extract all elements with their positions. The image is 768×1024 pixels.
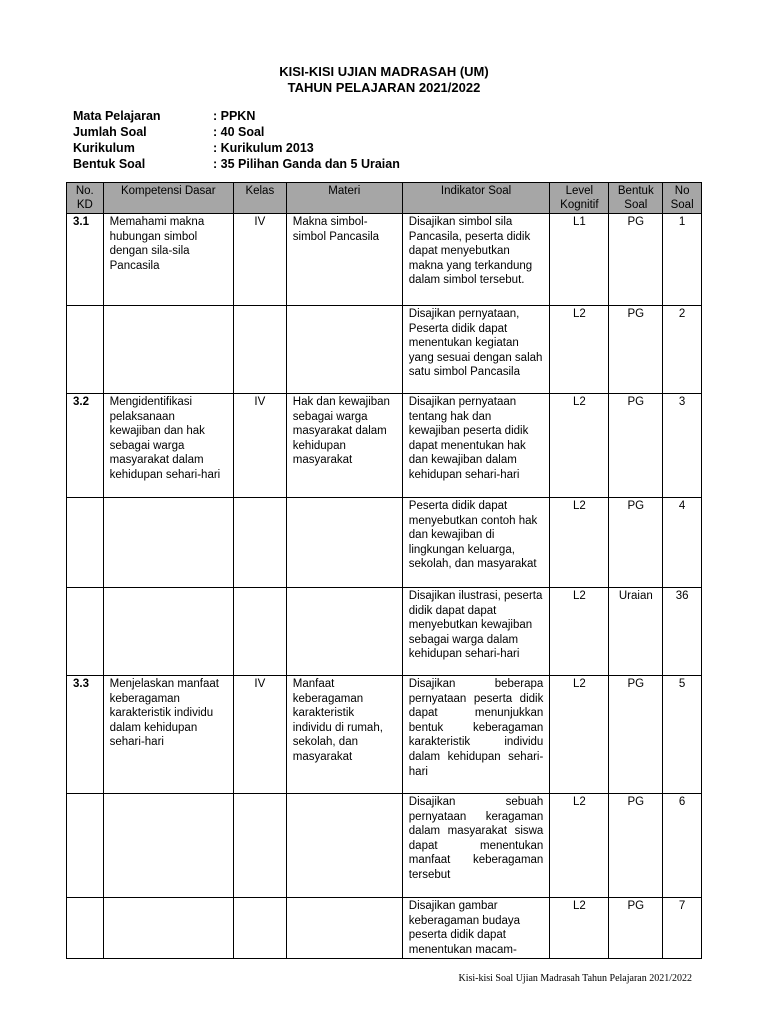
cell-no-kd	[67, 498, 104, 588]
header-indikator: Indikator Soal	[402, 183, 550, 214]
cell-indikator: Disajikan beberapa pernyataan peserta didik dapat menunjukkan bentuk keberagaman karakteristik individu dalam kehidupan sehari-hari	[402, 676, 550, 794]
cell-materi	[286, 794, 402, 898]
cell-materi: Hak dan kewajiban sebagai warga masyarakat dalam kehidupan masyarakat	[286, 394, 402, 498]
meta-value: : 40 Soal	[213, 125, 265, 139]
table-row	[67, 498, 702, 588]
cell-kompetensi	[103, 498, 233, 588]
cell-kelas: IV	[233, 676, 286, 794]
cell-no-soal: 3	[663, 394, 702, 498]
cell-no-kd	[67, 306, 104, 394]
cell-level: L2	[550, 588, 609, 676]
header-materi: Materi	[286, 183, 402, 214]
cell-level: L2	[550, 394, 609, 498]
table-row	[67, 676, 702, 794]
cell-bentuk: PG	[609, 306, 663, 394]
cell-bentuk: PG	[609, 394, 663, 498]
cell-no-soal: 2	[663, 306, 702, 394]
cell-kelas	[233, 794, 286, 898]
table-row	[67, 898, 702, 959]
table-row	[67, 214, 702, 306]
page-footer: Kisi-kisi Soal Ujian Madrasah Tahun Pelajaran 2021/2022	[458, 973, 692, 984]
table-row	[67, 394, 702, 498]
cell-materi	[286, 306, 402, 394]
header-no-soal: No Soal	[663, 183, 702, 214]
cell-no-soal: 36	[663, 588, 702, 676]
cell-kompetensi	[103, 588, 233, 676]
cell-kelas	[233, 498, 286, 588]
cell-bentuk: PG	[609, 898, 663, 959]
cell-bentuk: PG	[609, 214, 663, 306]
cell-materi	[286, 498, 402, 588]
table-row	[67, 794, 702, 898]
meta-label: Bentuk Soal	[73, 157, 146, 171]
cell-bentuk: Uraian	[609, 588, 663, 676]
cell-no-kd	[67, 588, 104, 676]
cell-kompetensi: Memahami makna hubungan simbol dengan sila-sila Pancasila	[103, 214, 233, 306]
cell-kelas: IV	[233, 394, 286, 498]
cell-kelas	[233, 306, 286, 394]
cell-kompetensi: Mengidentifikasi pelaksanaan kewajiban dan hak sebagai warga masyarakat dalam kehidupan sehari-hari	[103, 394, 233, 498]
cell-no-kd: 3.2	[67, 394, 104, 498]
cell-no-soal: 4	[663, 498, 702, 588]
table-row	[67, 306, 702, 394]
cell-kompetensi	[103, 306, 233, 394]
cell-indikator: Disajikan ilustrasi, peserta didik dapat dapat menyebutkan kewajiban sebagai warga dalam kehidupan sehari-hari	[402, 588, 550, 676]
cell-level: L2	[550, 676, 609, 794]
doc-title-line2: TAHUN PELAJARAN 2021/2022	[287, 80, 481, 95]
table-row	[67, 588, 702, 676]
cell-indikator: Peserta didik dapat menyebutkan contoh hak dan kewajiban di lingkungan keluarga, sekolah, dan masyarakat	[402, 498, 550, 588]
header-kompetensi: Kompetensi Dasar	[103, 183, 233, 214]
cell-no-kd: 3.1	[67, 214, 104, 306]
cell-kelas	[233, 588, 286, 676]
cell-indikator: Disajikan simbol sila Pancasila, peserta didik dapat menyebutkan makna yang terkandung dalam simbol tersebut.	[402, 214, 550, 306]
cell-materi	[286, 898, 402, 959]
cell-level: L2	[550, 498, 609, 588]
meta-value: : PPKN	[213, 109, 256, 123]
cell-materi	[286, 588, 402, 676]
cell-no-soal: 7	[663, 898, 702, 959]
cell-kompetensi	[103, 898, 233, 959]
cell-no-kd: 3.3	[67, 676, 104, 794]
kisi-table	[66, 182, 702, 959]
cell-kompetensi	[103, 794, 233, 898]
header-bentuk: Bentuk Soal	[609, 183, 663, 214]
header-no-kd: No. KD	[67, 183, 104, 214]
cell-no-kd	[67, 898, 104, 959]
meta-row-form	[73, 156, 400, 172]
cell-no-soal: 6	[663, 794, 702, 898]
cell-indikator: Disajikan gambar keberagaman budaya peserta didik dapat menentukan macam-	[402, 898, 550, 959]
cell-materi: Makna simbol-simbol Pancasila	[286, 214, 402, 306]
cell-indikator: Disajikan pernyataan, Peserta didik dapat menentukan kegiatan yang sesuai dengan salah satu simbol Pancasila	[402, 306, 550, 394]
cell-indikator: Disajikan pernyataan tentang hak dan kewajiban peserta didik dapat menentukan hak dan kewajiban dalam kehidupan sehari-hari	[402, 394, 550, 498]
meta-label: Kurikulum	[73, 141, 135, 155]
meta-value: : 35 Pilihan Ganda dan 5 Uraian	[213, 157, 400, 171]
meta-row-subject	[73, 108, 400, 124]
cell-indikator: Disajikan sebuah pernyataan keragaman dalam masyarakat siswa dapat menentukan manfaat keberagaman tersebut	[402, 794, 550, 898]
cell-kelas: IV	[233, 214, 286, 306]
table-header-row	[67, 183, 702, 214]
cell-bentuk: PG	[609, 794, 663, 898]
cell-level: L2	[550, 794, 609, 898]
meta-label: Mata Pelajaran	[73, 109, 161, 123]
header-kelas: Kelas	[233, 183, 286, 214]
doc-title-line1: KISI-KISI UJIAN MADRASAH (UM)	[279, 64, 489, 79]
cell-no-soal: 5	[663, 676, 702, 794]
cell-bentuk: PG	[609, 498, 663, 588]
cell-no-kd	[67, 794, 104, 898]
meta-row-count	[73, 124, 400, 140]
meta-row-curriculum	[73, 140, 400, 156]
cell-kompetensi: Menjelaskan manfaat keberagaman karakteristik individu dalam kehidupan sehari-hari	[103, 676, 233, 794]
header-level: Level Kognitif	[550, 183, 609, 214]
cell-bentuk: PG	[609, 676, 663, 794]
cell-level: L1	[550, 214, 609, 306]
meta-block	[73, 108, 400, 172]
cell-level: L2	[550, 898, 609, 959]
cell-no-soal: 1	[663, 214, 702, 306]
cell-materi: Manfaat keberagaman karakteristik individu di rumah, sekolah, dan masyarakat	[286, 676, 402, 794]
meta-label: Jumlah Soal	[73, 125, 147, 139]
cell-kelas	[233, 898, 286, 959]
cell-level: L2	[550, 306, 609, 394]
meta-value: : Kurikulum 2013	[213, 141, 314, 155]
